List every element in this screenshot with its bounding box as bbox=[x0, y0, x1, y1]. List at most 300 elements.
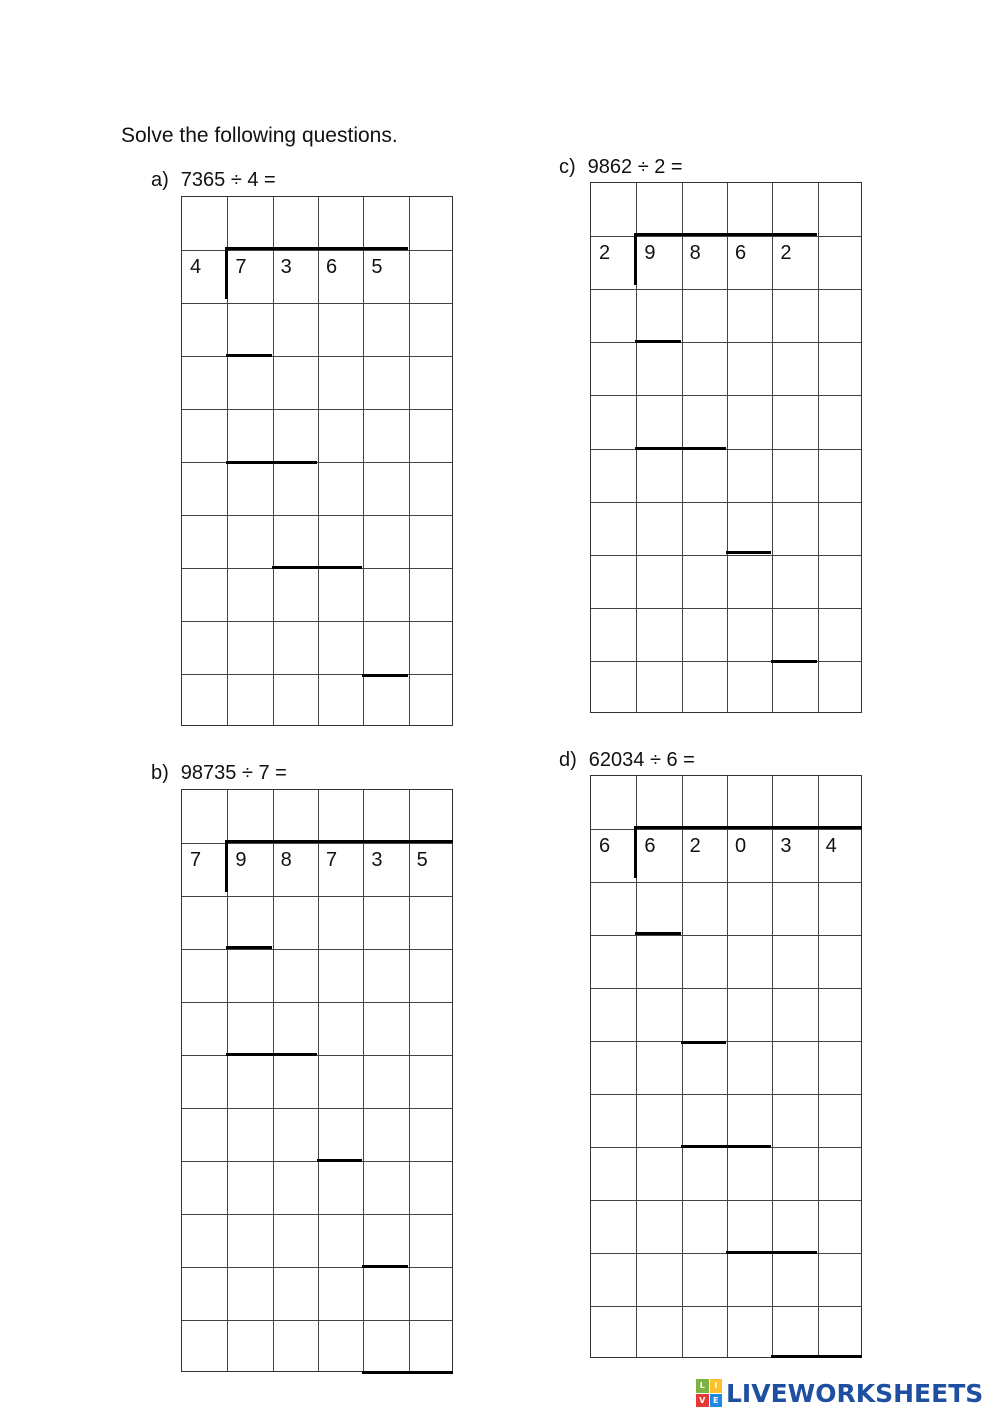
logo-text: LIVEWORKSHEETS bbox=[726, 1378, 984, 1408]
subtraction-line bbox=[226, 354, 271, 357]
answer-cell[interactable] bbox=[363, 462, 408, 515]
answer-cell[interactable] bbox=[409, 1002, 454, 1055]
answer-cell[interactable] bbox=[273, 462, 318, 515]
answer-cell[interactable] bbox=[409, 949, 454, 1002]
grid-row-line bbox=[182, 843, 452, 844]
question-letter: d) bbox=[559, 749, 577, 771]
dividend-digit: 2 bbox=[780, 242, 792, 265]
answer-cell[interactable] bbox=[318, 356, 363, 409]
answer-cell[interactable] bbox=[273, 197, 318, 250]
answer-cell[interactable] bbox=[409, 515, 454, 568]
long-division-grid bbox=[590, 775, 862, 1358]
answer-cell[interactable] bbox=[273, 949, 318, 1002]
answer-cell[interactable] bbox=[182, 1161, 227, 1214]
answer-cell[interactable] bbox=[682, 342, 727, 395]
answer-cell[interactable] bbox=[227, 1055, 272, 1108]
subtraction-line bbox=[681, 1041, 726, 1044]
answer-cell[interactable] bbox=[409, 1161, 454, 1214]
answer-cell[interactable] bbox=[182, 568, 227, 621]
subtraction-line bbox=[635, 340, 680, 343]
answer-cell[interactable] bbox=[636, 776, 681, 829]
answer-cell[interactable] bbox=[318, 303, 363, 356]
answer-cell[interactable] bbox=[591, 776, 636, 829]
answer-cell[interactable] bbox=[591, 1041, 636, 1094]
answer-cell[interactable] bbox=[772, 988, 817, 1041]
answer-cell[interactable] bbox=[591, 555, 636, 608]
answer-cell[interactable] bbox=[682, 661, 727, 714]
answer-cell[interactable] bbox=[182, 1320, 227, 1373]
dividend-digit: 3 bbox=[371, 849, 383, 871]
answer-cell[interactable] bbox=[363, 409, 408, 462]
answer-cell[interactable] bbox=[227, 1267, 272, 1320]
subtraction-line bbox=[226, 461, 317, 464]
answer-cell[interactable] bbox=[727, 935, 772, 988]
answer-cell[interactable] bbox=[682, 988, 727, 1041]
answer-cell[interactable] bbox=[818, 608, 863, 661]
question-expression: 98735 ÷ 7 = bbox=[180, 762, 287, 784]
answer-cell[interactable] bbox=[409, 1267, 454, 1320]
answer-cell[interactable] bbox=[727, 1253, 772, 1306]
answer-cell[interactable] bbox=[682, 1041, 727, 1094]
answer-cell[interactable] bbox=[363, 568, 408, 621]
answer-cell[interactable] bbox=[772, 183, 817, 236]
answer-cell[interactable] bbox=[772, 502, 817, 555]
answer-cell[interactable] bbox=[591, 661, 636, 714]
answer-cell[interactable] bbox=[227, 1002, 272, 1055]
answer-cell[interactable] bbox=[772, 935, 817, 988]
answer-cell[interactable] bbox=[682, 1253, 727, 1306]
answer-cell[interactable] bbox=[727, 502, 772, 555]
answer-cell[interactable] bbox=[818, 342, 863, 395]
answer-cell[interactable] bbox=[227, 621, 272, 674]
answer-cell[interactable] bbox=[182, 356, 227, 409]
answer-cell[interactable] bbox=[727, 882, 772, 935]
answer-cell[interactable] bbox=[409, 621, 454, 674]
worksheet-instructions: Solve the following questions. bbox=[121, 124, 398, 147]
answer-cell[interactable] bbox=[182, 674, 227, 727]
answer-cell[interactable] bbox=[591, 1094, 636, 1147]
answer-cell[interactable] bbox=[363, 197, 408, 250]
answer-cell[interactable] bbox=[363, 674, 408, 727]
answer-cell[interactable] bbox=[818, 183, 863, 236]
answer-cell[interactable] bbox=[318, 1267, 363, 1320]
answer-cell[interactable] bbox=[682, 608, 727, 661]
answer-cell[interactable] bbox=[182, 303, 227, 356]
answer-cell[interactable] bbox=[636, 449, 681, 502]
answer-cell[interactable] bbox=[182, 1214, 227, 1267]
answer-cell[interactable] bbox=[182, 1108, 227, 1161]
answer-cell[interactable] bbox=[273, 1214, 318, 1267]
answer-cell[interactable] bbox=[273, 896, 318, 949]
answer-cell[interactable] bbox=[182, 515, 227, 568]
answer-cell[interactable] bbox=[772, 289, 817, 342]
subtraction-line bbox=[681, 1145, 772, 1148]
answer-cell[interactable] bbox=[409, 1214, 454, 1267]
liveworksheets-logo bbox=[696, 1377, 983, 1409]
answer-cell[interactable] bbox=[363, 949, 408, 1002]
answer-cell[interactable] bbox=[227, 1108, 272, 1161]
answer-cell[interactable] bbox=[318, 1214, 363, 1267]
answer-cell[interactable] bbox=[682, 395, 727, 448]
answer-cell[interactable] bbox=[772, 661, 817, 714]
division-bracket-side bbox=[634, 826, 637, 878]
answer-cell[interactable] bbox=[682, 555, 727, 608]
answer-cell[interactable] bbox=[363, 1161, 408, 1214]
answer-cell[interactable] bbox=[727, 988, 772, 1041]
answer-cell[interactable] bbox=[636, 1147, 681, 1200]
long-division-grid bbox=[181, 196, 453, 726]
answer-cell[interactable] bbox=[363, 896, 408, 949]
divisor-digit: 6 bbox=[599, 835, 611, 857]
question-label bbox=[151, 760, 287, 786]
answer-cell[interactable] bbox=[318, 674, 363, 727]
answer-cell[interactable] bbox=[318, 568, 363, 621]
answer-cell[interactable] bbox=[227, 674, 272, 727]
answer-cell[interactable] bbox=[318, 949, 363, 1002]
answer-cell[interactable] bbox=[772, 342, 817, 395]
answer-cell[interactable] bbox=[227, 409, 272, 462]
answer-cell[interactable] bbox=[363, 1108, 408, 1161]
answer-cell[interactable] bbox=[318, 1002, 363, 1055]
subtraction-line bbox=[362, 1371, 453, 1374]
answer-cell[interactable] bbox=[682, 289, 727, 342]
answer-cell[interactable] bbox=[591, 988, 636, 1041]
answer-cell[interactable] bbox=[409, 197, 454, 250]
answer-cell[interactable] bbox=[818, 1147, 863, 1200]
long-division-grid bbox=[181, 789, 453, 1372]
answer-cell[interactable] bbox=[363, 1055, 408, 1108]
subtraction-line bbox=[362, 1265, 407, 1268]
logo-letter: L bbox=[696, 1379, 709, 1393]
question-label bbox=[151, 167, 276, 193]
answer-cell[interactable] bbox=[318, 1161, 363, 1214]
dividend-digit: 3 bbox=[280, 256, 292, 278]
answer-cell[interactable] bbox=[818, 449, 863, 502]
answer-cell[interactable] bbox=[772, 1306, 817, 1359]
subtraction-line bbox=[726, 551, 771, 554]
answer-cell[interactable] bbox=[273, 1108, 318, 1161]
answer-cell[interactable] bbox=[363, 515, 408, 568]
subtraction-line bbox=[362, 674, 407, 677]
answer-cell[interactable] bbox=[591, 183, 636, 236]
answer-cell[interactable] bbox=[409, 568, 454, 621]
answer-cell[interactable] bbox=[636, 1253, 681, 1306]
answer-cell[interactable] bbox=[591, 342, 636, 395]
answer-cell[interactable] bbox=[636, 289, 681, 342]
answer-cell[interactable] bbox=[818, 289, 863, 342]
answer-cell[interactable] bbox=[409, 790, 454, 843]
subtraction-line bbox=[226, 946, 271, 949]
answer-cell[interactable] bbox=[727, 183, 772, 236]
answer-cell[interactable] bbox=[227, 356, 272, 409]
answer-cell[interactable] bbox=[363, 621, 408, 674]
answer-cell[interactable] bbox=[363, 1002, 408, 1055]
answer-cell[interactable] bbox=[227, 462, 272, 515]
dividend-digit: 0 bbox=[735, 835, 747, 857]
subtraction-line bbox=[272, 566, 363, 569]
answer-cell[interactable] bbox=[409, 1320, 454, 1373]
answer-cell[interactable] bbox=[818, 1200, 863, 1253]
logo-letter: V bbox=[696, 1394, 709, 1408]
answer-cell[interactable] bbox=[636, 395, 681, 448]
logo-letter: I bbox=[710, 1379, 723, 1393]
answer-cell[interactable] bbox=[591, 935, 636, 988]
answer-cell[interactable] bbox=[227, 1214, 272, 1267]
answer-cell[interactable] bbox=[636, 1306, 681, 1359]
answer-cell[interactable] bbox=[273, 515, 318, 568]
answer-cell[interactable] bbox=[182, 197, 227, 250]
answer-cell[interactable] bbox=[273, 1002, 318, 1055]
answer-cell[interactable] bbox=[182, 621, 227, 674]
answer-cell[interactable] bbox=[409, 896, 454, 949]
answer-cell[interactable] bbox=[636, 1041, 681, 1094]
answer-cell[interactable] bbox=[818, 882, 863, 935]
answer-cell[interactable] bbox=[818, 988, 863, 1041]
long-division-grid bbox=[590, 182, 862, 713]
answer-cell[interactable] bbox=[182, 949, 227, 1002]
answer-cell[interactable] bbox=[727, 289, 772, 342]
answer-cell[interactable] bbox=[409, 409, 454, 462]
answer-cell[interactable] bbox=[363, 1214, 408, 1267]
answer-cell[interactable] bbox=[682, 1306, 727, 1359]
answer-cell[interactable] bbox=[182, 1002, 227, 1055]
dividend-digit: 8 bbox=[280, 849, 292, 871]
answer-cell[interactable] bbox=[682, 776, 727, 829]
dividend-digit: 6 bbox=[326, 256, 338, 278]
answer-cell[interactable] bbox=[682, 882, 727, 935]
answer-cell[interactable] bbox=[227, 949, 272, 1002]
answer-cell[interactable] bbox=[318, 621, 363, 674]
answer-cell[interactable] bbox=[273, 1055, 318, 1108]
answer-cell[interactable] bbox=[682, 449, 727, 502]
question-label bbox=[559, 154, 683, 180]
subtraction-line bbox=[635, 932, 680, 935]
answer-cell[interactable] bbox=[591, 1306, 636, 1359]
answer-cell[interactable] bbox=[273, 1320, 318, 1373]
answer-cell[interactable] bbox=[818, 1306, 863, 1359]
subtraction-line bbox=[726, 1251, 817, 1254]
answer-cell[interactable] bbox=[591, 1253, 636, 1306]
answer-cell[interactable] bbox=[818, 502, 863, 555]
answer-cell[interactable] bbox=[273, 409, 318, 462]
dividend-digit: 6 bbox=[735, 242, 747, 265]
answer-cell[interactable] bbox=[591, 608, 636, 661]
answer-cell[interactable] bbox=[273, 1267, 318, 1320]
answer-cell[interactable] bbox=[772, 1253, 817, 1306]
answer-cell[interactable] bbox=[591, 882, 636, 935]
answer-cell[interactable] bbox=[727, 1306, 772, 1359]
division-bracket-top bbox=[226, 840, 453, 843]
answer-cell[interactable] bbox=[818, 776, 863, 829]
answer-cell[interactable] bbox=[227, 1320, 272, 1373]
answer-cell[interactable] bbox=[727, 1200, 772, 1253]
answer-cell[interactable] bbox=[227, 568, 272, 621]
answer-cell[interactable] bbox=[591, 449, 636, 502]
answer-cell[interactable] bbox=[409, 356, 454, 409]
answer-cell[interactable] bbox=[772, 449, 817, 502]
answer-cell[interactable] bbox=[363, 790, 408, 843]
answer-cell[interactable] bbox=[182, 462, 227, 515]
answer-cell[interactable] bbox=[182, 1267, 227, 1320]
answer-cell[interactable] bbox=[363, 303, 408, 356]
answer-cell[interactable] bbox=[318, 462, 363, 515]
dividend-digit: 3 bbox=[780, 835, 792, 857]
answer-cell[interactable] bbox=[273, 1161, 318, 1214]
answer-cell[interactable] bbox=[318, 1055, 363, 1108]
answer-cell[interactable] bbox=[318, 790, 363, 843]
answer-cell[interactable] bbox=[591, 289, 636, 342]
answer-cell[interactable] bbox=[409, 1055, 454, 1108]
question-letter: b) bbox=[151, 762, 169, 784]
dividend-digit: 5 bbox=[371, 256, 383, 278]
question-letter: a) bbox=[151, 169, 169, 191]
dividend-digit: 5 bbox=[416, 849, 428, 871]
question-expression: 9862 ÷ 2 = bbox=[587, 156, 683, 178]
answer-cell[interactable] bbox=[409, 1108, 454, 1161]
answer-cell[interactable] bbox=[682, 935, 727, 988]
answer-cell[interactable] bbox=[682, 502, 727, 555]
answer-cell[interactable] bbox=[182, 1055, 227, 1108]
answer-cell[interactable] bbox=[409, 462, 454, 515]
answer-cell[interactable] bbox=[727, 449, 772, 502]
answer-cell[interactable] bbox=[636, 555, 681, 608]
answer-cell[interactable] bbox=[227, 790, 272, 843]
dividend-digit: 9 bbox=[235, 849, 247, 871]
subtraction-line bbox=[635, 447, 726, 450]
answer-cell[interactable] bbox=[318, 197, 363, 250]
answer-cell[interactable] bbox=[772, 608, 817, 661]
answer-cell[interactable] bbox=[682, 183, 727, 236]
question-expression: 62034 ÷ 6 = bbox=[588, 749, 695, 771]
answer-cell[interactable] bbox=[727, 608, 772, 661]
answer-cell[interactable] bbox=[227, 1161, 272, 1214]
answer-cell[interactable] bbox=[772, 555, 817, 608]
answer-cell[interactable] bbox=[182, 409, 227, 462]
division-bracket-top bbox=[635, 233, 816, 236]
answer-cell[interactable] bbox=[273, 356, 318, 409]
divisor-digit: 7 bbox=[190, 849, 202, 871]
answer-cell[interactable] bbox=[273, 303, 318, 356]
answer-cell[interactable] bbox=[227, 197, 272, 250]
answer-cell[interactable] bbox=[772, 395, 817, 448]
answer-cell[interactable] bbox=[273, 790, 318, 843]
answer-cell[interactable] bbox=[318, 1108, 363, 1161]
answer-cell[interactable] bbox=[363, 1320, 408, 1373]
answer-cell[interactable] bbox=[182, 896, 227, 949]
answer-cell[interactable] bbox=[772, 1041, 817, 1094]
answer-cell[interactable] bbox=[772, 1200, 817, 1253]
answer-cell[interactable] bbox=[818, 1041, 863, 1094]
answer-cell[interactable] bbox=[636, 661, 681, 714]
answer-cell[interactable] bbox=[727, 1094, 772, 1147]
answer-cell[interactable] bbox=[318, 1320, 363, 1373]
answer-cell[interactable] bbox=[682, 1094, 727, 1147]
answer-cell[interactable] bbox=[818, 555, 863, 608]
answer-cell[interactable] bbox=[727, 395, 772, 448]
answer-cell[interactable] bbox=[818, 661, 863, 714]
division-bracket-side bbox=[225, 247, 228, 299]
answer-cell[interactable] bbox=[318, 896, 363, 949]
answer-cell[interactable] bbox=[727, 776, 772, 829]
answer-cell[interactable] bbox=[591, 395, 636, 448]
answer-cell[interactable] bbox=[636, 502, 681, 555]
answer-cell[interactable] bbox=[772, 776, 817, 829]
answer-cell[interactable] bbox=[772, 1094, 817, 1147]
answer-cell[interactable] bbox=[591, 1200, 636, 1253]
dividend-digit: 9 bbox=[644, 242, 656, 265]
dividend-digit: 6 bbox=[644, 835, 656, 857]
dividend-digit: 7 bbox=[326, 849, 338, 871]
answer-cell[interactable] bbox=[727, 555, 772, 608]
question-letter: c) bbox=[559, 156, 576, 178]
answer-cell[interactable] bbox=[818, 395, 863, 448]
answer-cell[interactable] bbox=[227, 896, 272, 949]
answer-cell[interactable] bbox=[273, 674, 318, 727]
answer-cell[interactable] bbox=[818, 1094, 863, 1147]
division-bracket-side bbox=[225, 840, 228, 892]
logo-letter: E bbox=[710, 1394, 723, 1408]
divisor-digit: 4 bbox=[190, 256, 202, 278]
answer-cell[interactable] bbox=[682, 1200, 727, 1253]
answer-cell[interactable] bbox=[409, 250, 454, 303]
answer-cell[interactable] bbox=[636, 935, 681, 988]
answer-cell[interactable] bbox=[409, 303, 454, 356]
answer-cell[interactable] bbox=[273, 621, 318, 674]
answer-cell[interactable] bbox=[591, 1147, 636, 1200]
answer-cell[interactable] bbox=[636, 1094, 681, 1147]
answer-cell[interactable] bbox=[591, 502, 636, 555]
division-bracket-top bbox=[226, 247, 407, 250]
answer-cell[interactable] bbox=[318, 409, 363, 462]
subtraction-line bbox=[317, 1159, 362, 1162]
answer-cell[interactable] bbox=[227, 303, 272, 356]
answer-cell[interactable] bbox=[636, 183, 681, 236]
answer-cell[interactable] bbox=[818, 1253, 863, 1306]
answer-cell[interactable] bbox=[273, 568, 318, 621]
liveworksheets-logo-icon bbox=[696, 1379, 722, 1407]
answer-cell[interactable] bbox=[636, 1200, 681, 1253]
answer-cell[interactable] bbox=[727, 661, 772, 714]
answer-cell[interactable] bbox=[227, 515, 272, 568]
answer-cell[interactable] bbox=[636, 882, 681, 935]
answer-cell[interactable] bbox=[727, 342, 772, 395]
question-expression: 7365 ÷ 4 = bbox=[180, 169, 276, 191]
answer-cell[interactable] bbox=[727, 1041, 772, 1094]
answer-cell[interactable] bbox=[636, 342, 681, 395]
subtraction-line bbox=[771, 660, 816, 663]
answer-cell[interactable] bbox=[636, 608, 681, 661]
answer-cell[interactable] bbox=[818, 236, 863, 289]
answer-cell[interactable] bbox=[772, 882, 817, 935]
answer-cell[interactable] bbox=[182, 790, 227, 843]
question-label bbox=[559, 747, 695, 773]
subtraction-line bbox=[226, 1053, 317, 1056]
answer-cell[interactable] bbox=[363, 356, 408, 409]
division-bracket-top bbox=[635, 826, 862, 829]
answer-cell[interactable] bbox=[727, 1147, 772, 1200]
answer-cell[interactable] bbox=[636, 988, 681, 1041]
answer-cell[interactable] bbox=[682, 1147, 727, 1200]
dividend-digit: 8 bbox=[689, 242, 701, 265]
grid-row-line bbox=[591, 829, 861, 830]
answer-cell[interactable] bbox=[818, 935, 863, 988]
dividend-digit: 4 bbox=[825, 835, 837, 857]
dividend-digit: 7 bbox=[235, 256, 247, 278]
answer-cell[interactable] bbox=[409, 674, 454, 727]
answer-cell[interactable] bbox=[772, 1147, 817, 1200]
answer-cell[interactable] bbox=[318, 515, 363, 568]
answer-cell[interactable] bbox=[363, 1267, 408, 1320]
